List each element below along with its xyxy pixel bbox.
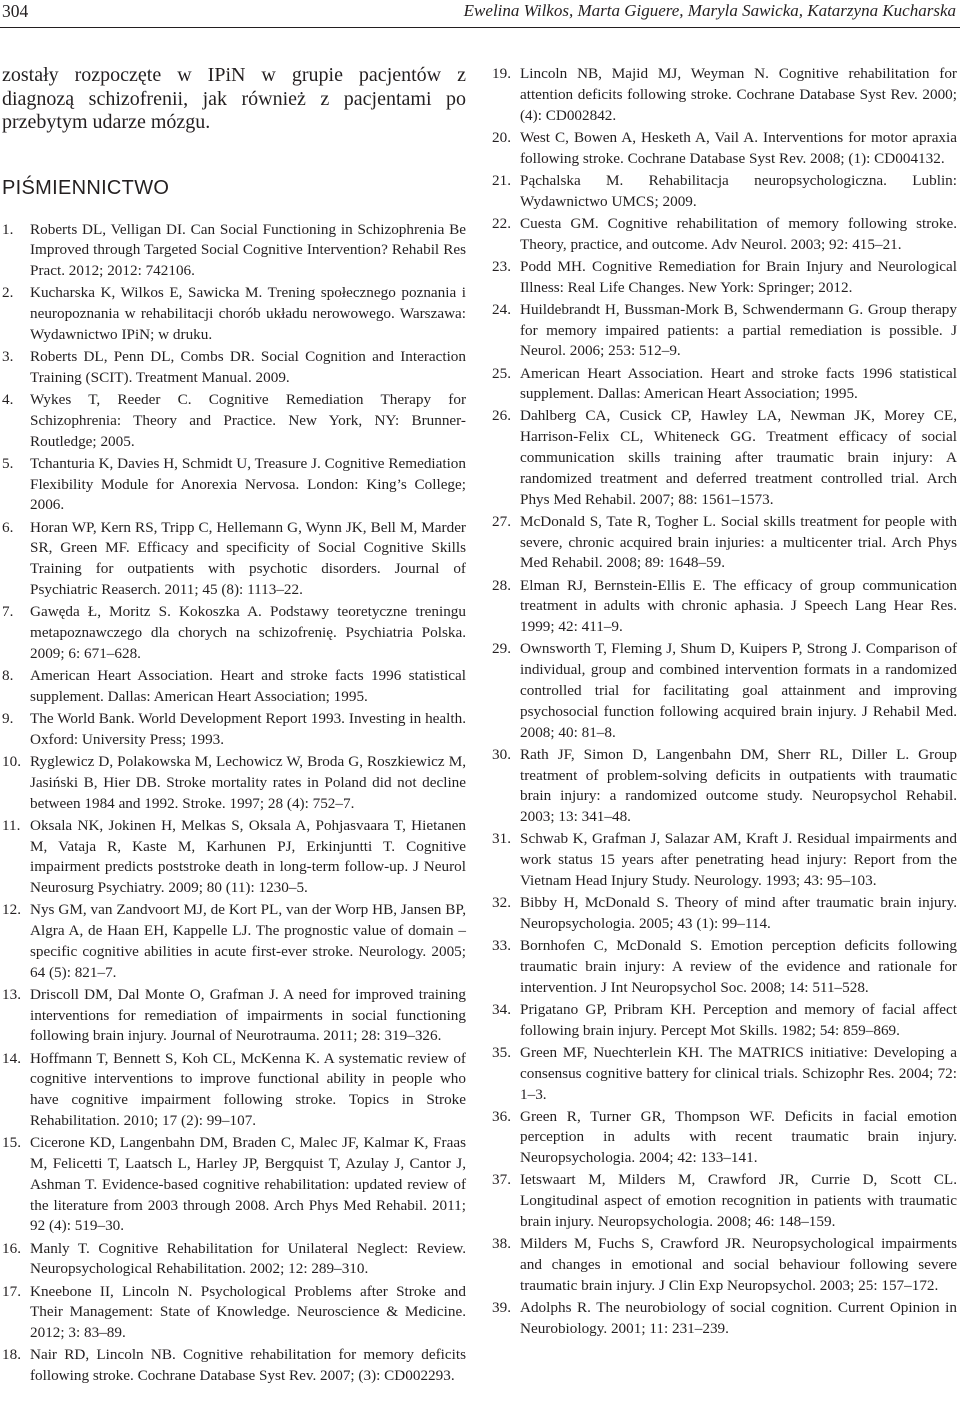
reference-text: Adolphs R. The neurobiology of social cognition. Current Opinion in Neurobiology. 2001; 11: 231–239. xyxy=(520,1299,957,1337)
reference-item xyxy=(2,709,466,751)
reference-item xyxy=(492,300,957,362)
reference-number: 16. xyxy=(2,1239,21,1257)
reference-text: Milders M, Fuchs S, Crawford JR. Neuropsychological impairments and changes in emotional and social behaviour following severe traumatic brain injury. J Clin Exp Neuropsychol. 2003; 25: 157–172. xyxy=(520,1235,957,1294)
reference-number: 37. xyxy=(492,1171,511,1189)
reference-text: Green R, Turner GR, Thompson WF. Deficits in facial emotion perception in adults with recent traumatic brain injury. Neuropsychologia. 2004; 42: 133–141. xyxy=(520,1107,957,1167)
reference-number: 26. xyxy=(492,407,511,425)
reference-list-left xyxy=(2,220,466,1387)
reference-number: 14. xyxy=(2,1049,21,1067)
reference-item xyxy=(492,639,957,743)
reference-number: 27. xyxy=(492,512,511,530)
reference-list-right xyxy=(492,64,957,1340)
reference-item xyxy=(2,1345,466,1387)
reference-number: 12. xyxy=(2,901,21,919)
reference-number: 34. xyxy=(492,1000,511,1018)
reference-item xyxy=(492,171,957,213)
reference-text: McDonald S, Tate R, Togher L. Social skills treatment for people with severe, chronic acquired brain injuries: a multicenter trial. Arch Phys Med Rehabil. 2008; 89: 1648–59. xyxy=(520,512,957,572)
reference-text: Ownsworth T, Fleming J, Shum D, Kuipers P, Strong J. Comparison of individual, group and combined intervention formats in a randomized controlled trial for facilitating goal attainment and improving psychosocial function following acquired brain injury. J Rehabil Med. 2008; 40: 81–8. xyxy=(520,640,957,741)
reference-item xyxy=(492,1000,957,1042)
right-column xyxy=(492,64,957,1341)
intro-paragraph: zostały rozpoczęte w IPiN w grupie pacjentów z diagnozą schizofrenii, jak również z pacjentami po przebytym udarze mózgu. xyxy=(2,64,466,133)
reference-item xyxy=(492,512,957,574)
reference-number: 21. xyxy=(492,171,511,189)
reference-number: 35. xyxy=(492,1043,511,1061)
reference-number: 11. xyxy=(2,816,21,834)
reference-item xyxy=(2,816,466,899)
reference-item xyxy=(2,390,466,452)
reference-number: 30. xyxy=(492,745,511,763)
reference-item xyxy=(2,1049,466,1132)
reference-item xyxy=(492,745,957,828)
reference-text: West C, Bowen A, Hesketh A, Vail A. Interventions for motor apraxia following stroke. Cochrane Database Syst Rev. 2008; (1): CD004132. xyxy=(520,128,957,167)
reference-number: 3. xyxy=(2,348,14,366)
header-rule xyxy=(0,27,960,28)
reference-text: Bornhofen C, McDonald S. Emotion perception deficits following traumatic brain injury: A review of the evidence and rationale for intervention. J Int Neuropsychol Soc. 2008; 14: 511–528. xyxy=(520,937,957,996)
reference-item xyxy=(492,829,957,891)
reference-text: Prigatano GP, Pribram KH. Perception and memory of facial affect following brain injury. Percept Mot Skills. 1982; 54: 859–869. xyxy=(520,1000,957,1039)
reference-text: Podd MH. Cognitive Remediation for Brain Injury and Neurological Illness: Real Life Changes. New York: Springer; 2012. xyxy=(520,257,957,296)
reference-number: 25. xyxy=(492,364,511,382)
reference-number: 18. xyxy=(2,1346,21,1364)
reference-text: Schwab K, Grafman J, Salazar AM, Kraft J. Residual impairments and work status 15 years after penetrating head injury: Report from the Vietnam Head Injury Study. Neurology. 1993; 43: 95–103. xyxy=(520,830,957,889)
reference-number: 9. xyxy=(2,709,14,727)
reference-number: 22. xyxy=(492,214,511,232)
reference-text: Nys GM, van Zandvoort MJ, de Kort PL, van der Worp HB, Jansen BP, Algra A, de Haan EH, Kappelle LJ. The prognostic value of domain – specific cognitive abilities in acute first-ever stroke. Neurology. 2005; 64 (5): 821–7. xyxy=(30,901,466,981)
reference-item xyxy=(2,666,466,708)
reference-item xyxy=(2,347,466,389)
section-title-references: PIŚMIENNICTWO xyxy=(2,176,170,199)
reference-text: Rath JF, Simon D, Langenbahn DM, Sherr RL, Diller L. Group treatment of problem-solving deficits in outpatients with traumatic brain injury: a randomized outcome study. Neuropsychol Rehabil. 2003; 13: 341–48. xyxy=(520,745,957,826)
reference-item xyxy=(492,893,957,935)
reference-text: Tchanturia K, Davies H, Schmidt U, Treasure J. Cognitive Remediation Flexibility Module for Anorexia Nervosa. London: King’s College; 2006. xyxy=(30,454,466,514)
page-number: 304 xyxy=(2,1,29,21)
reference-number: 24. xyxy=(492,300,511,318)
reference-text: Pąchalska M. Rehabilitacja neuropsychologiczna. Lublin: Wydawnictwo UMCS; 2009. xyxy=(520,171,957,210)
reference-text: American Heart Association. Heart and stroke facts 1996 statistical supplement. Dallas: American Heart Association; 1995. xyxy=(520,364,957,403)
reference-number: 20. xyxy=(492,128,511,146)
reference-item xyxy=(492,406,957,510)
reference-item xyxy=(492,1107,957,1169)
reference-number: 29. xyxy=(492,640,511,658)
reference-item xyxy=(492,1170,957,1232)
running-head-authors: Ewelina Wilkos, Marta Giguere, Maryla Sawicka, Katarzyna Kucharska xyxy=(463,1,956,20)
reference-number: 19. xyxy=(492,65,511,82)
reference-item xyxy=(492,128,957,170)
reference-item xyxy=(2,518,466,601)
reference-item xyxy=(2,900,466,983)
reference-item xyxy=(2,1133,466,1237)
reference-text: Elman RJ, Bernstein-Ellis E. The efficacy of group communication treatment in adults with chronic aphasia. J Speech Lang Hear Res. 1999; 42: 411–9. xyxy=(520,576,957,636)
reference-text: Kucharska K, Wilkos E, Sawicka M. Trening społecznego poznania i neuropoznania w rehabilitacji chorób układu nerowowego. Warszawa: Wydawnictwo IPiN; w druku. xyxy=(30,284,466,343)
reference-item xyxy=(2,1239,466,1281)
reference-number: 36. xyxy=(492,1107,511,1125)
reference-item xyxy=(492,214,957,256)
reference-number: 31. xyxy=(492,830,511,848)
reference-text: Ietswaart M, Milders M, Crawford JR, Currie D, Scott CL. Longitudinal aspect of emotion recognition in patients with traumatic brain injury. Neuropsychologia. 2008; 46: 148–159. xyxy=(520,1171,957,1231)
reference-item xyxy=(492,1234,957,1296)
reference-text: Roberts DL, Penn DL, Combs DR. Social Cognition and Interaction Training (SCIT). Treatment Manual. 2009. xyxy=(30,348,466,386)
reference-number: 15. xyxy=(2,1134,21,1152)
reference-number: 28. xyxy=(492,576,511,594)
reference-item xyxy=(2,985,466,1047)
reference-text: Gawęda Ł, Moritz S. Kokoszka A. Podstawy teoretyczne treningu metapoznawczego dla chorych na schizofrenię. Psychiatria Polska. 2009; 6: 671–628. xyxy=(30,603,466,662)
reference-number: 17. xyxy=(2,1282,21,1300)
reference-text: Oksala NK, Jokinen H, Melkas S, Oksala A, Pohjasvaara T, Hietanen M, Vataja R, Kaste M, Karhunen PJ, Erkinjuntti T. Cognitive impairment predicts poststroke death in long-term follow-up. J Neurol Neurosurg Psychiatry. 2009; 80 (11): 1230–5. xyxy=(30,816,466,897)
reference-text: Hoffmann T, Bennett S, Koh CL, McKenna K. A systematic review of cognitive interventions to improve functional ability in people who have cognitive impairment following stroke. Topics in Stroke Rehabilitation. 2010; 17 (2): 99–107. xyxy=(30,1049,466,1130)
reference-number: 23. xyxy=(492,257,511,275)
reference-item xyxy=(2,602,466,664)
reference-item xyxy=(492,1298,957,1340)
reference-text: Manly T. Cognitive Rehabilitation for Unilateral Neglect: Review. Neuropsychological Rehabilitation. 2002; 12: 289–310. xyxy=(30,1239,466,1278)
reference-text: Kneebone II, Lincoln N. Psychological Problems after Stroke and Their Management: State of Knowledge. Neuroscience & Medicine. 2012; 3: 83–89. xyxy=(30,1282,466,1342)
reference-item xyxy=(492,64,957,126)
reference-text: Wykes T, Reeder C. Cognitive Remediation Therapy for Schizophrenia: Theory and Practice. New York, NY: Brunner-Routledge; 2005. xyxy=(30,391,466,450)
reference-number: 39. xyxy=(492,1299,511,1317)
reference-item xyxy=(492,576,957,638)
reference-number: 38. xyxy=(492,1235,511,1253)
reference-number: 2. xyxy=(2,284,14,302)
left-column xyxy=(2,64,466,1388)
reference-number: 1. xyxy=(2,220,14,238)
reference-text: American Heart Association. Heart and stroke facts 1996 statistical supplement. Dallas: American Heart Association; 1995. xyxy=(30,666,466,705)
reference-text: Roberts DL, Velligan DI. Can Social Functioning in Schizophrenia Be Improved through Targeted Social Cognitive Intervention? Rehabil Res Pract. 2012; 2012: 742106. xyxy=(30,220,466,280)
reference-item xyxy=(2,220,466,282)
reference-item xyxy=(492,936,957,998)
reference-number: 5. xyxy=(2,454,14,472)
page-header xyxy=(0,0,960,28)
reference-text: Lincoln NB, Majid MJ, Weyman N. Cognitive rehabilitation for attention deficits following stroke. Cochrane Database Syst Rev. 2000; (4): CD002842. xyxy=(520,65,957,124)
reference-number: 8. xyxy=(2,666,14,684)
reference-item xyxy=(492,257,957,299)
reference-number: 32. xyxy=(492,894,511,912)
reference-item xyxy=(2,1282,466,1344)
reference-text: Cuesta GM. Cognitive rehabilitation of memory following stroke. Theory, practice, and outcome. Adv Neurol. 2003; 92: 415–21. xyxy=(520,214,957,253)
reference-text: Ryglewicz D, Polakowska M, Lechowicz W, Broda G, Roszkiewicz M, Jasiński B, Hier DB. Stroke mortality rates in Poland did not decline between 1984 and 1992. Stroke. 1997; 28 (4): 752–7. xyxy=(30,752,466,812)
reference-text: Green MF, Nuechterlein KH. The MATRICS initiative: Developing a consensus cognitive battery for clinical trials. Schizophr Res. 2004; 72: 1–3. xyxy=(520,1043,957,1103)
reference-text: Driscoll DM, Dal Monte O, Grafman J. A need for improved training interventions for remediation of impairments in social functioning following brain injury. Journal of Neurotrauma. 2011; 28: 319–326. xyxy=(30,985,466,1045)
reference-item xyxy=(2,283,466,345)
reference-text: Dahlberg CA, Cusick CP, Hawley LA, Newman JK, Morey CE, Harrison-Felix CL, Whiteneck GG. Treatment efficacy of social communication skills training after traumatic brain injury: A randomized treatment and deferred treatment controlled trial. Arch Phys Med Rehabil. 2007; 88: 1561–1573. xyxy=(520,407,957,508)
reference-number: 10. xyxy=(2,752,21,770)
reference-number: 33. xyxy=(492,937,511,955)
reference-text: Cicerone KD, Langenbahn DM, Braden C, Malec JF, Kalmar K, Fraas M, Felicetti T, Laatsch L, Harley JP, Bergquist T, Azulay J, Cantor J, Ashman T. Evidence-based cognitive rehabilitation: updated review of the literature from 2003 through 2008. Arch Phys Med Rehabil. 2011; 92 (4): 519–30. xyxy=(30,1134,466,1235)
reference-text: Bibby H, McDonald S. Theory of mind after traumatic brain injury. Neuropsychologia. 2005; 43 (1): 99–114. xyxy=(520,894,957,932)
reference-text: Nair RD, Lincoln NB. Cognitive rehabilitation for memory deficits following stroke. Cochrane Database Syst Rev. 2007; (3): CD002293. xyxy=(30,1346,466,1385)
reference-number: 4. xyxy=(2,391,14,409)
reference-number: 6. xyxy=(2,518,14,536)
reference-number: 7. xyxy=(2,603,14,621)
reference-item xyxy=(492,364,957,406)
reference-number: 13. xyxy=(2,985,21,1003)
reference-item xyxy=(2,752,466,814)
reference-item xyxy=(492,1043,957,1105)
reference-text: Huildebrandt H, Bussman-Mork B, Schwendermann G. Group therapy for memory impaired patients: a partial remediation is possible. J Neurol. 2006; 253: 512–9. xyxy=(520,300,957,360)
reference-text: Horan WP, Kern RS, Tripp C, Hellemann G, Wynn JK, Bell M, Marder SR, Green MF. Efficacy and specificity of Social Cognitive Skills Training for outpatients with psychotic disorders. Journal of Psychiatric Reaserch. 2011; 45 (8): 1113–22. xyxy=(30,518,466,598)
reference-text: The World Bank. World Development Report 1993. Investing in health. Oxford: University Press; 1993. xyxy=(30,709,466,748)
reference-item xyxy=(2,454,466,516)
